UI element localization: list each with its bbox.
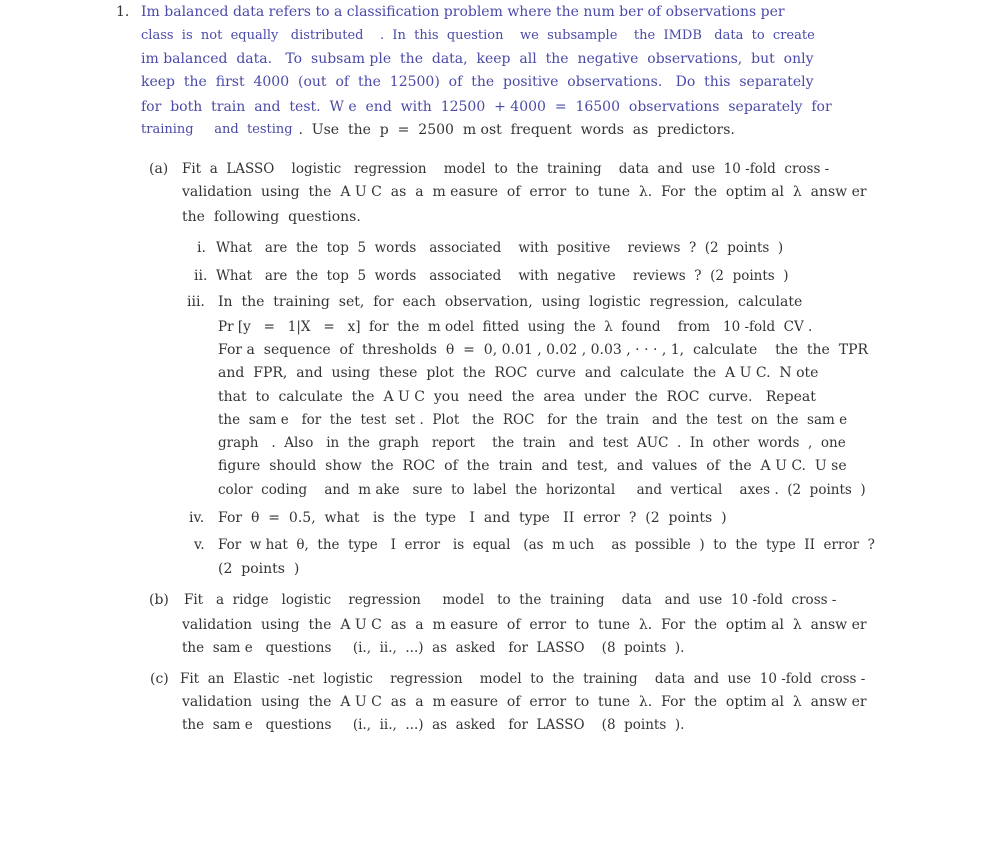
intro-line-4: keep the first 4000 (out of the 12500) of the positive observations. Do this separately [141, 74, 814, 90]
intro-line-6: training and testing [141, 122, 293, 137]
part-c-line-3: the sam e questions (i., ii., ...) as asked for LASSO (8 points ). [182, 717, 685, 733]
intro-line-1: Im balanced data refers to a classification problem where the num ber of observations per [141, 4, 785, 20]
item-iv-line-1: For θ = 0.5, what is the type I and type II error ? (2 points ) [218, 510, 727, 526]
item-v-line-2: (2 points ) [218, 561, 300, 577]
item-iii-line-2: Pr [y = 1|X = x] for the m odel fitted using the λ found from 10 -fold CV . [218, 319, 813, 335]
part-b-line-2: validation using the A U C as a m easure of error to tune λ. For the optim al λ answ er [182, 617, 867, 633]
item-iii-line-7: graph . Also in the graph report the train and test AUC . In other words , one [218, 435, 846, 451]
part-b-label: (b) [149, 592, 169, 608]
part-c-line-2: validation using the A U C as a m easure of error to tune λ. For the optim al λ answ er [182, 694, 867, 710]
part-a-line-1: Fit a LASSO logistic regression model to the training data and use 10 -fold cross - [182, 161, 830, 177]
part-c-line-1: Fit an Elastic -net logistic regression model to the training data and use 10 -fold cross - [180, 671, 866, 687]
item-i-line-1: What are the top 5 words associated with positive reviews ? (2 points ) [216, 240, 784, 256]
part-b-line-3: the sam e questions (i., ii., ...) as asked for LASSO (8 points ). [182, 640, 685, 656]
part-a-line-2: validation using the A U C as a m easure of error to tune λ. For the optim al λ answ er [182, 184, 867, 200]
part-c-label: (c) [150, 671, 169, 687]
item-ii-line-1: What are the top 5 words associated with negative reviews ? (2 points ) [216, 268, 789, 284]
intro-line-3: im balanced data. To subsam ple the data, keep all the negative observations, but only [141, 51, 814, 67]
intro-line-5: for both train and test. W e end with 12500 + 4000 = 16500 observations separately for [141, 99, 832, 115]
item-iii-line-9: color coding and m ake sure to label the horizontal and vertical axes . (2 points ) [218, 482, 866, 498]
item-iii-line-1: In the training set, for each observation, using logistic regression, calculate [218, 294, 803, 310]
item-iii-line-6: the sam e for the test set . Plot the ROC for the train and the test on the sam e [218, 412, 848, 428]
part-b-line-1: Fit a ridge logistic regression model to the training data and use 10 -fold cross - [184, 592, 837, 608]
item-i-label: i. [197, 240, 206, 256]
item-v-line-1: For w hat θ, the type I error is equal (as m uch as possible ) to the type II error ? [218, 537, 875, 553]
intro-line-2: class is not equally distributed . In this question we subsample the IMDB data to create [141, 28, 815, 43]
item-iii-line-8: figure should show the ROC of the train and test, and values of the A U C. U se [218, 458, 847, 474]
part-a-line-3: the following questions. [182, 209, 361, 225]
intro-line-6-tail: . Use the p = 2500 m ost frequent words as predictors. [294, 122, 735, 138]
item-iii-label: iii. [187, 294, 205, 310]
item-ii-label: ii. [194, 268, 208, 284]
item-iii-line-3: For a sequence of thresholds θ = 0, 0.01 , 0.02 , 0.03 , · · · , 1, calculate the the TPR [218, 342, 869, 358]
item-iii-line-5: that to calculate the A U C you need the area under the ROC curve. Repeat [218, 389, 816, 405]
question-number: 1. [116, 4, 130, 20]
item-v-label: v. [194, 537, 205, 553]
item-iv-label: iv. [189, 510, 205, 526]
item-iii-line-4: and FPR, and using these plot the ROC curve and calculate the A U C. N ote [218, 365, 819, 381]
part-a-label: (a) [149, 161, 169, 177]
